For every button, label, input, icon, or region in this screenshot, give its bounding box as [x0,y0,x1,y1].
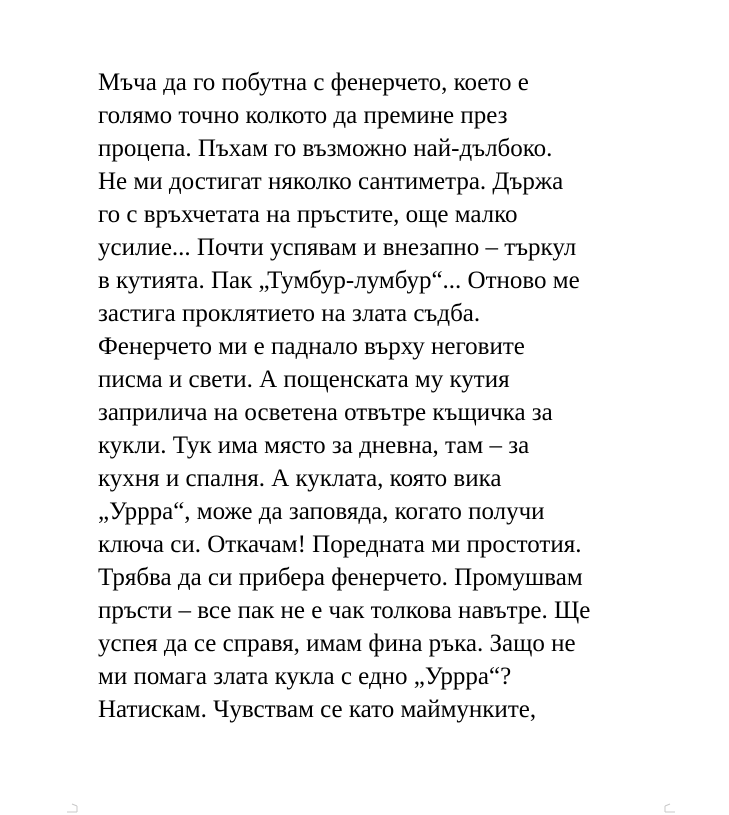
text-line: кукли. Тук има място за дневна, там – за [98,432,530,459]
text-line: застига проклятието на злата съдба. [98,300,481,327]
text-line: кухня и спалня. А куклата, която вика [98,465,502,492]
text-line: Натискам. Чувствам се като маймунките, [98,696,537,723]
body-text [98,66,668,726]
page-corner-mark-left-icon [66,803,78,813]
text-line: Трябва да си прибера фенерчето. Промушвам [98,564,583,591]
text-line: писма и свети. А пощенската му кутия [98,366,510,393]
text-line: Фенерчето ми е паднало върху неговите [98,333,525,360]
text-line: ключа си. Откачам! Поредната ми простотия. [98,531,582,558]
text-line: в кутията. Пак „Тумбур-лумбур“... Отново ме [98,267,580,294]
text-line: процепа. Пъхам го възможно най-дълбоко. [98,135,553,162]
text-line: пръсти – все пак не е чак толкова навътре. Ще [98,597,591,624]
text-line: ми помага злата кукла с едно „Уррра“? [98,663,512,690]
text-line: Не ми достигат няколко сантиметра. Държа [98,168,564,195]
text-line: усилие... Почти успявам и внезапно – търкул [98,234,577,261]
text-line: успея да се справя, имам фина ръка. Защо не [98,630,576,657]
text-line: Мъча да го побутна с фенерчето, което е [98,69,529,96]
text-line: заприлича на осветена отвътре къщичка за [98,399,553,426]
text-line: „Уррра“, може да заповяда, когато получи [98,498,545,525]
text-line: го с връхчетата на пръстите, още малко [98,201,518,228]
text-line: голямо точно колкото да премине през [98,102,508,129]
page-corner-mark-right-icon [664,803,676,813]
